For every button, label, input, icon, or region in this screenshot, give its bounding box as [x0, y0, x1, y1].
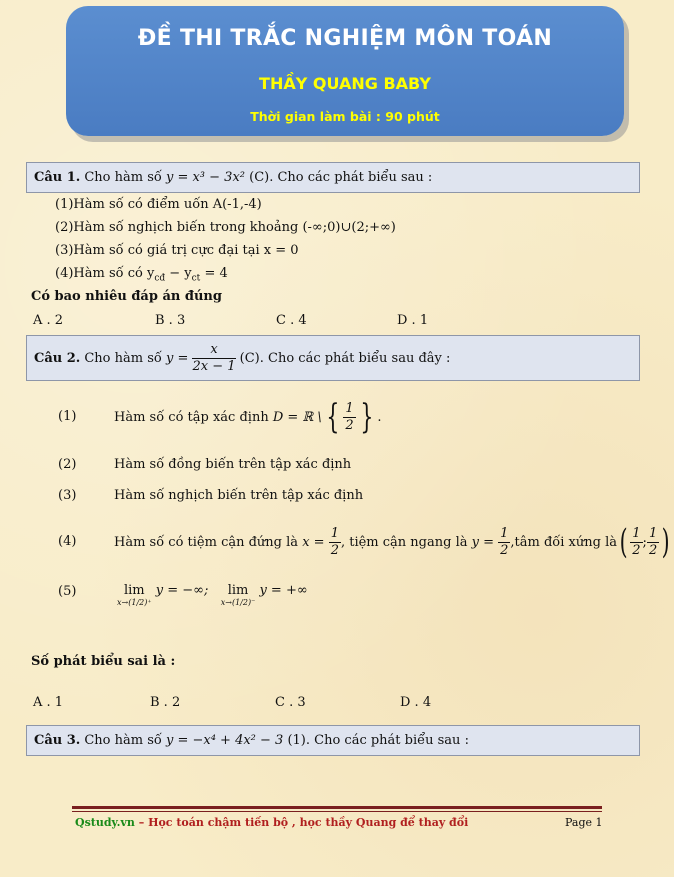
limit-2-num: 1: [235, 598, 241, 607]
right-paren-icon: ): [661, 522, 670, 562]
limit-2-arrow: x→: [220, 598, 232, 607]
q2-s4-y: y =: [471, 534, 494, 550]
q2-frac-num: x: [192, 342, 235, 359]
q1-s4-sub1: cđ: [154, 273, 166, 284]
q1-question: Có bao nhiêu đáp án đúng: [31, 289, 222, 304]
q2-s4-frac-4: [647, 526, 659, 559]
question-2-fraction: [192, 342, 235, 375]
question-1-post: (C). Cho các phát biểu sau :: [249, 170, 433, 185]
author-name: THẦY QUANG BABY: [259, 74, 431, 93]
exam-time: Thời gian làm bài : 90 phút: [250, 109, 440, 124]
q2-s4-frac-1-den: 2: [330, 542, 339, 558]
limit-2-lim: lim: [227, 583, 249, 598]
q2-s1-text: Hàm số có tập xác định: [114, 409, 269, 425]
q1-answer-b[interactable]: B . 3: [155, 313, 186, 328]
q2-answer-b[interactable]: B . 2: [150, 695, 181, 710]
limit-1: [117, 583, 152, 607]
limit-2-den: 2: [242, 598, 248, 607]
q2-s4-frac-2-num: 1: [500, 525, 509, 541]
q1-s4-b: − y: [165, 266, 192, 281]
question-3-label: Câu 3.: [34, 733, 81, 748]
q1-statement-3: (3)Hàm số có giá trị cực đại tại x = 0: [55, 243, 299, 258]
question-1-pre: Cho hàm số: [84, 170, 162, 185]
q1-s4-a: (4)Hàm số có y: [55, 266, 155, 281]
q2-s1-den: 2: [345, 417, 354, 433]
q2-s1-number: (1): [58, 409, 77, 424]
limit-1-expr: y = −∞;: [155, 583, 209, 598]
q1-s4-c: = 4: [200, 266, 228, 281]
question-2-pre: Cho hàm số: [84, 350, 162, 366]
q2-s3-number: (3): [58, 488, 77, 503]
question-2-lhs: y =: [165, 350, 189, 366]
question-2-label: Câu 2.: [34, 350, 81, 366]
q2-s4-frac-1-num: 1: [330, 525, 339, 541]
question-1-label: Câu 1.: [34, 170, 81, 185]
q2-s4-text-c: ,tâm đối xứng là: [510, 534, 617, 550]
q1-answer-a[interactable]: A . 2: [33, 313, 64, 328]
q2-answer-a[interactable]: A . 1: [33, 695, 64, 710]
q2-question: Số phát biểu sai là :: [31, 654, 176, 669]
footer-rule-thin: [72, 811, 602, 812]
question-3-pre: Cho hàm số: [84, 733, 162, 748]
exam-title: ĐỀ THI TRẮC NGHIỆM MÔN TOÁN: [137, 26, 553, 51]
q2-s4-frac-2: [498, 526, 510, 559]
limit-2-sub: x→(1/2)⁻: [220, 598, 256, 607]
question-2-post: (C). Cho các phát biểu sau đây :: [239, 350, 451, 366]
q2-s2-number: (2): [58, 457, 77, 472]
left-brace-icon: {: [326, 397, 340, 437]
q2-s4-number: (4): [58, 534, 77, 549]
footer-text: [75, 816, 468, 829]
right-brace-icon: }: [360, 397, 373, 437]
q2-s5-number: (5): [58, 584, 77, 599]
limit-1-sub: x→(1/2)⁺: [117, 598, 152, 607]
question-3-function: y = −x⁴ + 4x² − 3: [165, 733, 284, 748]
q2-frac-den: 2x − 1: [192, 358, 236, 374]
q2-s4-frac-3-num: 1: [632, 525, 641, 541]
page-number: Page 1: [565, 816, 603, 829]
question-1-box: [26, 162, 640, 193]
q2-statement-2: Hàm số đồng biến trên tập xác định: [114, 457, 352, 472]
q2-s4-frac-3-den: 2: [632, 542, 641, 558]
q2-statement-5: [117, 583, 308, 607]
q1-statement-1: (1)Hàm số có điểm uốn A(-1,-4): [55, 197, 262, 212]
limit-1-arrow: x→: [117, 598, 129, 607]
limit-2-expr: y = +∞: [259, 583, 308, 598]
q2-s4-text-a: Hàm số có tiệm cận đứng là: [114, 534, 299, 550]
q2-s4-frac-2-den: 2: [500, 542, 509, 558]
question-2-box: [26, 335, 640, 381]
q2-s4-x: x =: [302, 534, 325, 550]
limit-1-num: 1: [131, 598, 137, 607]
left-paren-icon: (: [619, 522, 628, 562]
q1-answer-c[interactable]: C . 4: [276, 313, 307, 328]
question-3-post: (1). Cho các phát biểu sau :: [287, 733, 469, 748]
q2-statement-4: Hàm số có tiệm cận đứng là x = $\frac{1}{2}$ , tiệm cận ngang là y = $\frac{1}{2}$ ,tâm đối xứng là ( $\frac{1}{2}$ ; $\frac{1}{2}$ ): [114, 522, 670, 562]
q2-s4-frac-4-den: 2: [648, 542, 658, 558]
question-3-box: [26, 725, 640, 756]
q1-s4-sub2: ct: [191, 273, 201, 284]
q2-answer-c[interactable]: C . 3: [275, 695, 306, 710]
limit-2: [221, 583, 256, 607]
q1-answer-d[interactable]: D . 1: [397, 313, 429, 328]
title-banner: [66, 6, 624, 136]
q2-s4-frac-4-num: 1: [648, 525, 658, 541]
q2-s1-fraction: [343, 401, 355, 434]
footer-slogan: – Học toán chậm tiến bộ , học thầy Quang để thay đổi: [134, 816, 469, 829]
q2-statement-3: Hàm số nghịch biến trên tập xác định: [114, 488, 364, 503]
q2-s4-text-b: , tiệm cận ngang là: [340, 534, 468, 550]
q2-s4-frac-3: [630, 526, 642, 559]
q1-statement-2: (2)Hàm số nghịch biến trong khoảng (-∞;0)∪(2;+∞): [55, 220, 396, 235]
limit-1-den: 2: [139, 598, 145, 607]
q2-s4-frac-1: [329, 526, 341, 559]
footer-site-link[interactable]: Qstudy.vn: [75, 816, 135, 829]
q2-s1-math: D = ℝ \: [272, 409, 322, 425]
question-1-function: y = x³ − 3x²: [165, 170, 245, 185]
q2-statement-1: Hàm số có tập xác định D = ℝ \ { $\frac{1}{2}$ } .: [114, 397, 382, 437]
q2-s1-num: 1: [345, 400, 354, 416]
footer-rule-thick: [72, 806, 602, 809]
q1-statement-4: [55, 266, 228, 284]
limit-1-lim: lim: [123, 583, 145, 598]
q2-answer-d[interactable]: D . 4: [400, 695, 432, 710]
